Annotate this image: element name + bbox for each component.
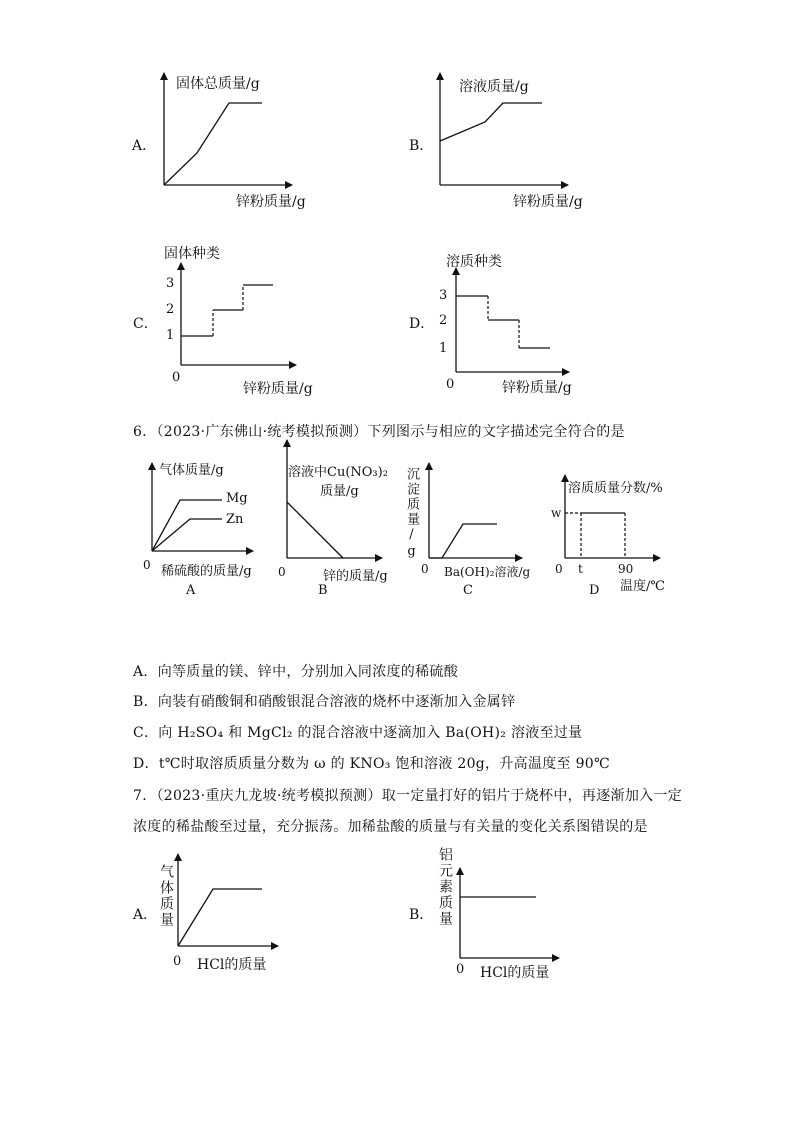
q6-c-origin: 0 bbox=[421, 562, 429, 576]
q6-a-legend-mg: Mg bbox=[226, 491, 248, 506]
q7-a-origin: 0 bbox=[173, 954, 182, 969]
q5-graph-c bbox=[181, 263, 296, 365]
q6-d-t: t bbox=[578, 562, 583, 576]
q5-c-xlabel: 锌粉质量/g bbox=[243, 381, 313, 397]
q5-c-ylabel: 固体种类 bbox=[164, 246, 220, 262]
series-line bbox=[178, 889, 262, 946]
q7-b-ylabel: 铝元素质量 bbox=[437, 847, 453, 927]
q5-option-d-letter: D． bbox=[409, 316, 435, 332]
q5-d-tick-2: 2 bbox=[439, 313, 448, 328]
q7-a-xlabel: HCl的质量 bbox=[197, 957, 267, 973]
q5-d-xlabel: 锌粉质量/g bbox=[502, 380, 572, 396]
q6-c-xlabel: Ba(OH)₂溶液/g bbox=[444, 565, 531, 579]
q6-b-ylabel-line1: 溶液中Cu(NO₃)₂ bbox=[288, 465, 388, 480]
q5-a-ylabel: 固体总质量/g bbox=[176, 76, 260, 92]
q7-graph-a bbox=[178, 854, 278, 946]
q6-d-xlabel: 温度/℃ bbox=[620, 579, 665, 594]
q5-b-ylabel: 溶液质量/g bbox=[459, 79, 529, 95]
q7-option-b-letter: B． bbox=[409, 907, 434, 923]
q5-option-c-letter: C． bbox=[133, 316, 158, 332]
q6-option-c: C．向 H₂SO₄ 和 MgCl₂ 的混合溶液中逐滴加入 Ba(OH)₂ 溶液至过量 bbox=[133, 725, 583, 741]
q7-stem-line1: 7．（2023·重庆九龙坡·统考模拟预测）取一定量打好的铝片于烧杯中，再逐渐加入一定 bbox=[133, 788, 683, 804]
q6-a-xlabel: 稀硫酸的质量/g bbox=[161, 564, 252, 579]
q6-c-letter: C bbox=[463, 583, 473, 598]
q5-d-ylabel: 溶质种类 bbox=[446, 254, 502, 270]
q7-a-ylabel: 气体质量 bbox=[158, 864, 174, 928]
q5-graph-d bbox=[456, 268, 569, 372]
q6-option-b: B．向装有硝酸铜和硝酸银混合溶液的烧杯中逐渐加入金属锌 bbox=[133, 694, 516, 710]
q6-d-w: w bbox=[551, 506, 562, 520]
q6-d-letter: D bbox=[589, 583, 600, 598]
q6-a-origin: 0 bbox=[143, 558, 151, 572]
q6-a-ylabel: 气体质量/g bbox=[159, 463, 224, 478]
q6-a-legend-zn: Zn bbox=[226, 512, 244, 527]
series-line bbox=[164, 103, 262, 185]
q7-b-xlabel: HCl的质量 bbox=[480, 965, 550, 981]
q6-d-90: 90 bbox=[618, 562, 634, 576]
q5-a-xlabel: 锌粉质量/g bbox=[236, 194, 306, 210]
q6-b-origin: 0 bbox=[278, 565, 286, 579]
series-zn bbox=[152, 519, 222, 551]
q5-b-xlabel: 锌粉质量/g bbox=[513, 194, 583, 210]
q5-d-tick-1: 1 bbox=[439, 341, 448, 356]
q6-option-d: D．t℃时取溶质质量分数为 ω 的 KNO₃ 饱和溶液 20g，升高温度至 90℃ bbox=[133, 756, 610, 772]
q7-graph-b bbox=[460, 868, 559, 958]
series-line bbox=[429, 524, 497, 558]
q7-b-origin: 0 bbox=[456, 962, 465, 977]
q6-d-ylabel: 溶质质量分数/% bbox=[568, 481, 663, 496]
q6-option-a: A．向等质量的镁、锌中，分别加入同浓度的稀硫酸 bbox=[133, 664, 459, 680]
q6-b-ylabel-line2: 质量/g bbox=[320, 484, 359, 499]
q6-stem: 6．（2023·广东佛山·统考模拟预测）下列图示与相应的文字描述完全符合的是 bbox=[133, 424, 625, 440]
q6-graph-c bbox=[429, 463, 522, 558]
series-line bbox=[287, 502, 343, 558]
series-mg bbox=[152, 500, 222, 551]
q5-c-origin: 0 bbox=[172, 370, 181, 385]
q6-c-ylabel: 沉淀质量/g bbox=[404, 467, 419, 561]
q7-option-a-letter: A． bbox=[133, 907, 158, 923]
q6-d-origin: 0 bbox=[555, 562, 563, 576]
series-line bbox=[440, 103, 542, 141]
q5-d-origin: 0 bbox=[446, 377, 455, 392]
q6-b-letter: B bbox=[318, 583, 328, 598]
q5-d-tick-3: 3 bbox=[439, 288, 448, 303]
q6-graph-b bbox=[287, 440, 382, 558]
q6-a-letter: A bbox=[186, 583, 196, 598]
q5-c-tick-1: 1 bbox=[166, 328, 175, 343]
q6-b-xlabel: 锌的质量/g bbox=[323, 569, 388, 584]
q5-c-tick-3: 3 bbox=[166, 276, 175, 291]
q5-option-a-letter: A． bbox=[132, 138, 157, 154]
q5-option-b-letter: B． bbox=[409, 138, 434, 154]
q5-c-tick-2: 2 bbox=[166, 302, 175, 317]
q7-stem-line2: 浓度的稀盐酸至过量，充分振荡。加稀盐酸的质量与有关量的变化关系图错误的是 bbox=[133, 819, 648, 835]
